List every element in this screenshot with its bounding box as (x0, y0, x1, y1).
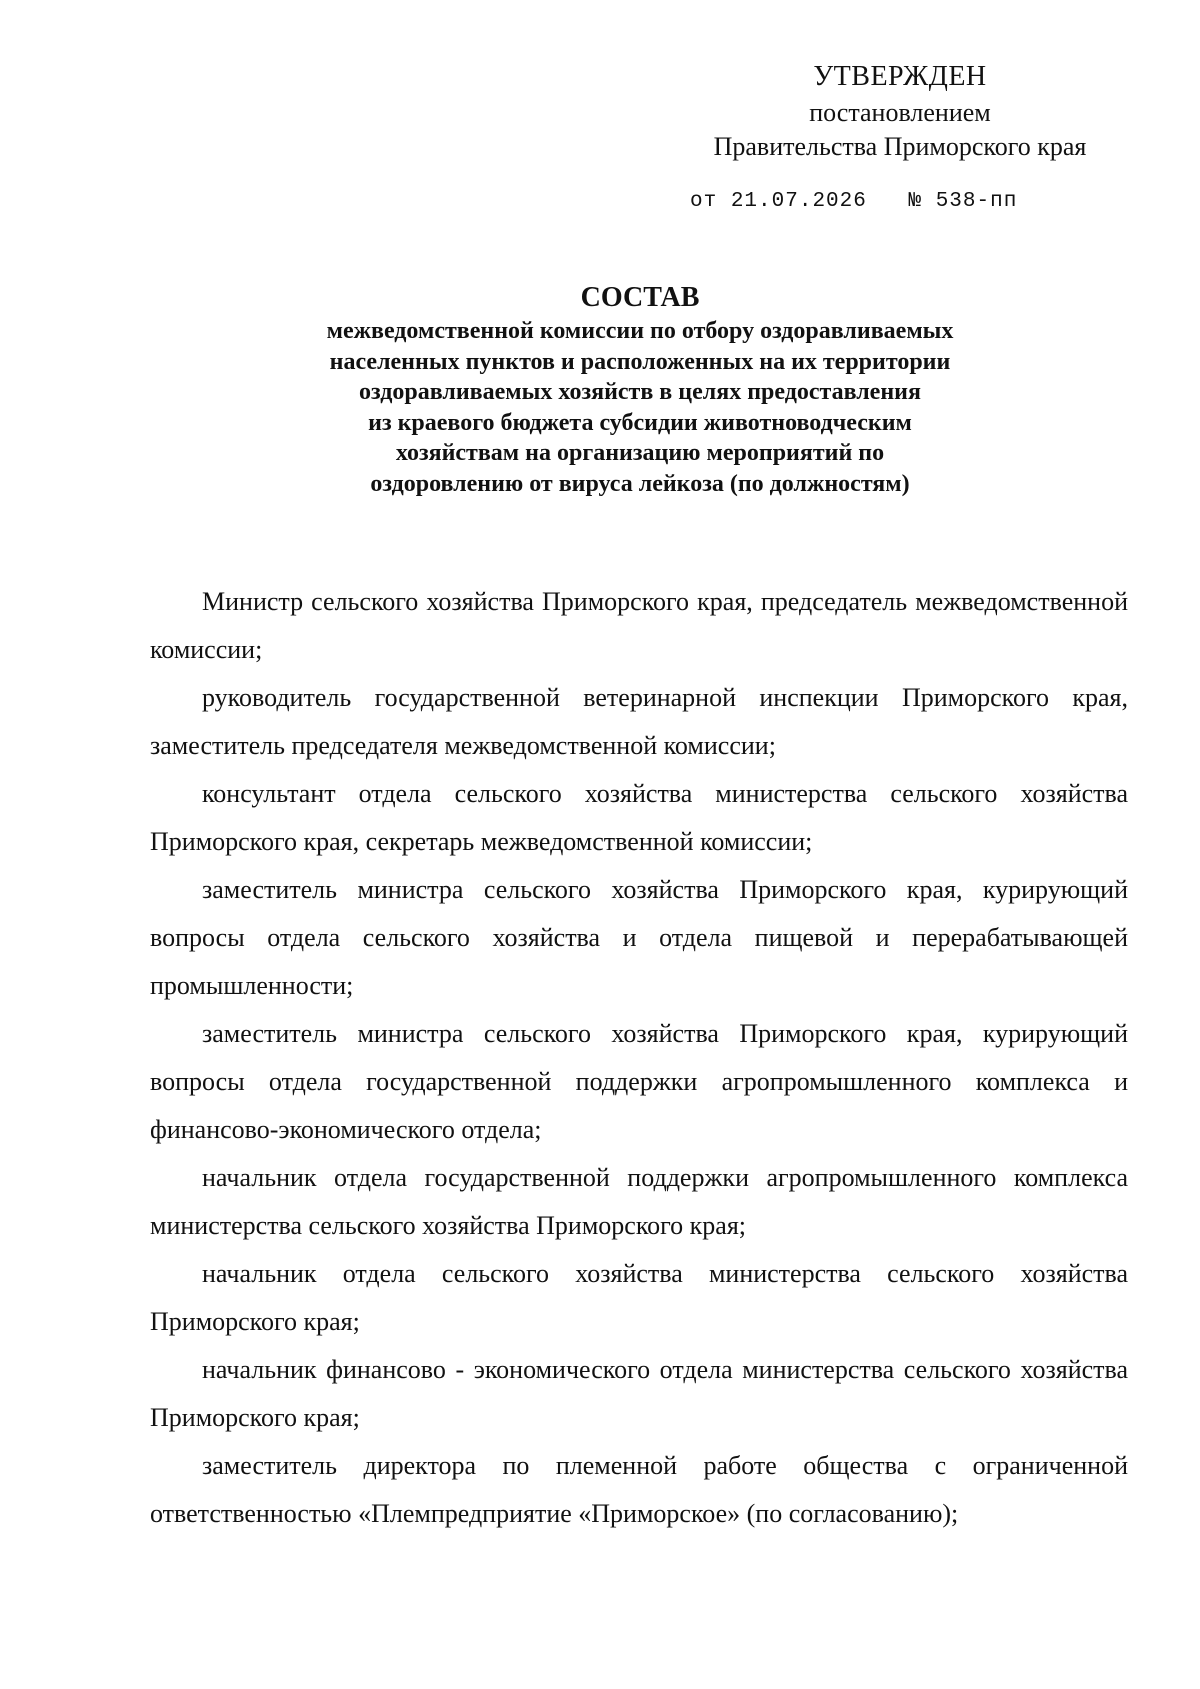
document-title: СОСТАВ (580, 282, 700, 313)
approval-line: Правительства Приморского края (713, 132, 1087, 161)
member-entry: начальник отдела государственной поддержки агропромышленного комплекса министерства сельского хозяйства Приморского края; (150, 1163, 1128, 1240)
member-entry: начальник отдела сельского хозяйства министерства сельского хозяйства Приморского края; (150, 1259, 1128, 1336)
member-entry: консультант отдела сельского хозяйства министерства сельского хозяйства Приморского края, секретарь межведомственной комиссии; (150, 779, 1128, 856)
approved-label: УТВЕРЖДЕН (813, 61, 987, 92)
document-subtitle-line: хозяйствам на организацию мероприятий по (395, 440, 885, 466)
member-entry: руководитель государственной ветеринарной инспекции Приморского края, заместитель председателя межведомственной комиссии; (150, 683, 1128, 760)
document-subtitle-line: межведомственной комиссии по отбору оздоравливаемых (326, 318, 954, 344)
members-list (150, 578, 1128, 1538)
decree-number-label: № (908, 190, 923, 213)
document-subtitle-line: из краевого бюджета субсидии животноводческим (368, 409, 912, 436)
document-heading (150, 280, 1130, 499)
decree-reference (690, 190, 1017, 213)
decree-date: 21.07.2026 (730, 190, 867, 213)
document-subtitle-line: оздоравливаемых хозяйств в целях предоставления (359, 379, 921, 405)
approval-line: постановлением (809, 98, 991, 127)
member-entry: заместитель министра сельского хозяйства Приморского края, курирующий вопросы отдела сельского хозяйства и отдела пищевой и перерабатывающей промышленности; (150, 875, 1128, 1000)
decree-number: 538-пп (935, 190, 1018, 213)
member-entry: заместитель министра сельского хозяйства Приморского края, курирующий вопросы отдела государственной поддержки агропромышленного комплекса и финансово-экономического отдела; (150, 1019, 1128, 1144)
member-entry: заместитель директора по племенной работе общества с ограниченной ответственностью «Племпредприятие «Приморское» (по согласованию); (150, 1451, 1128, 1528)
document-subtitle-line: населенных пунктов и расположенных на их территории (329, 348, 951, 375)
decree-date-prefix: от (690, 190, 718, 213)
document-subtitle-line: оздоровлению от вируса лейкоза (по должностям) (370, 470, 910, 497)
approval-stamp (680, 60, 1120, 164)
member-entry: начальник финансово - экономического отдела министерства сельского хозяйства Приморского края; (150, 1355, 1128, 1432)
member-entry: Министр сельского хозяйства Приморского края, председатель межведомственной комиссии; (150, 587, 1128, 664)
